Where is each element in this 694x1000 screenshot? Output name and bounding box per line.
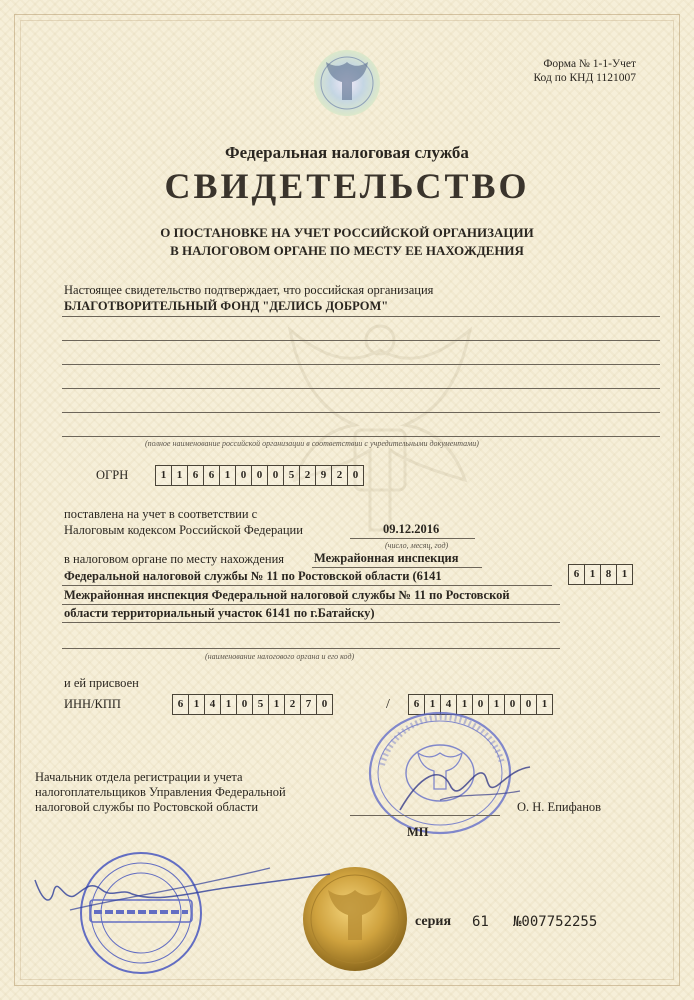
ogrn-boxes [155,465,363,486]
organ-code-digit: 8 [600,564,617,585]
org-intro: Настоящее свидетельство подтверждает, что российская организация [64,283,434,297]
inn-kpp-slash: / [386,697,390,712]
signatory-line-2: налогоплательщиков Управления Федеральной [35,785,286,799]
registration-line-1: поставлена на учет в соответствии с [64,507,258,521]
org-line-2 [62,340,660,341]
kpp-digit: 4 [440,694,457,715]
organ-code-digit: 6 [568,564,585,585]
issuer-name: Федеральная налоговая служба [225,143,469,162]
ogrn-digit: 2 [299,465,316,486]
serial-number: №007752255 [513,914,598,930]
signatory-name: О. Н. Епифанов [517,800,602,814]
ogrn-digit: 0 [267,465,284,486]
ogrn-label: ОГРН [96,468,129,482]
organ-name-line-2: Федеральной налоговой службы № 11 по Ростовской области (6141 [64,569,442,583]
document-title: СВИДЕТЕЛЬСТВО [164,166,530,206]
inn-boxes [172,694,332,715]
date-underline [350,538,475,539]
ogrn-digit: 1 [219,465,236,486]
organ-name-line-3: Межрайонная инспекция Федеральной налоговой службы № 11 по Ростовской [64,588,510,602]
inn-digit: 0 [316,694,333,715]
organ-name-part-1: Межрайонная инспекция [314,551,459,565]
kpp-digit: 1 [456,694,473,715]
org-line-3 [62,364,660,365]
ogrn-digit: 2 [331,465,348,486]
inn-kpp-label: ИНН/КПП [64,697,121,711]
inn-digit: 4 [204,694,221,715]
signatory-line-1: Начальник отдела регистрации и учета [35,770,243,784]
kpp-digit: 0 [472,694,489,715]
subtitle-line-1: О ПОСТАНОВКЕ НА УЧЕТ РОССИЙСКОЙ ОРГАНИЗАЦИИ [160,225,534,240]
org-line-5 [62,412,660,413]
ogrn-digit: 9 [315,465,332,486]
organ-code-digit: 1 [584,564,601,585]
ogrn-digit: 1 [155,465,172,486]
kpp-digit: 1 [488,694,505,715]
kpp-digit: 1 [424,694,441,715]
kpp-digit: 0 [504,694,521,715]
organ-underline-5 [62,648,560,649]
kpp-digit: 6 [408,694,425,715]
assigned-intro: и ей присвоен [64,676,139,690]
ogrn-digit: 0 [235,465,252,486]
organ-name-line-4: области территориальный участок 6141 по г.Батайску) [64,606,375,620]
subtitle-line-2: В НАЛОГОВОМ ОРГАНЕ ПО МЕСТУ ЕЕ НАХОЖДЕНИЯ [170,243,524,258]
knd-code: Код по КНД 1121007 [533,72,636,84]
ogrn-digit: 0 [251,465,268,486]
organ-code-boxes [568,564,632,585]
form-code: Форма № 1-1-Учет [543,58,636,70]
organ-underline-4 [62,622,560,623]
serial-label: серия [415,914,452,929]
organ-underline-1 [312,567,482,568]
inn-digit: 7 [300,694,317,715]
ogrn-digit: 1 [171,465,188,486]
ogrn-digit: 6 [203,465,220,486]
organ-underline-3 [62,604,560,605]
organ-intro: в налоговом органе по месту нахождения [64,552,285,566]
ogrn-digit: 5 [283,465,300,486]
inn-digit: 1 [220,694,237,715]
fund-signature-icon [30,860,350,930]
signatory-line-3: налоговой службы по Ростовской области [35,800,259,814]
inn-digit: 6 [172,694,189,715]
ogrn-digit: 6 [187,465,204,486]
organ-code-digit: 1 [616,564,633,585]
serial-series: 61 [472,914,489,930]
org-line-6 [62,436,660,437]
stamp-place-label: МП [407,825,429,839]
inn-digit: 0 [236,694,253,715]
hologram-emblem-icon [312,48,382,118]
org-line-4 [62,388,660,389]
org-line-1 [62,316,660,317]
date-caption: (число, месяц, год) [385,541,449,550]
kpp-digit: 1 [536,694,553,715]
signature-line [350,815,500,816]
inn-digit: 5 [252,694,269,715]
eagle-watermark-icon [275,310,485,560]
registration-date: 09.12.2016 [383,522,440,536]
organ-underline-2 [62,585,552,586]
inn-digit: 2 [284,694,301,715]
ogrn-digit: 0 [347,465,364,486]
registration-line-2: Налоговым кодексом Российской Федерации [64,523,303,537]
kpp-digit: 0 [520,694,537,715]
organ-caption: (наименование налогового органа и его код) [205,652,355,661]
inn-digit: 1 [268,694,285,715]
form-number [533,57,636,85]
org-caption: (полное наименование российской организации в соответствии с учредительными документами) [145,439,479,448]
org-name: БЛАГОТВОРИТЕЛЬНЫЙ ФОНД "ДЕЛИСЬ ДОБРОМ" [64,299,389,313]
inn-digit: 1 [188,694,205,715]
